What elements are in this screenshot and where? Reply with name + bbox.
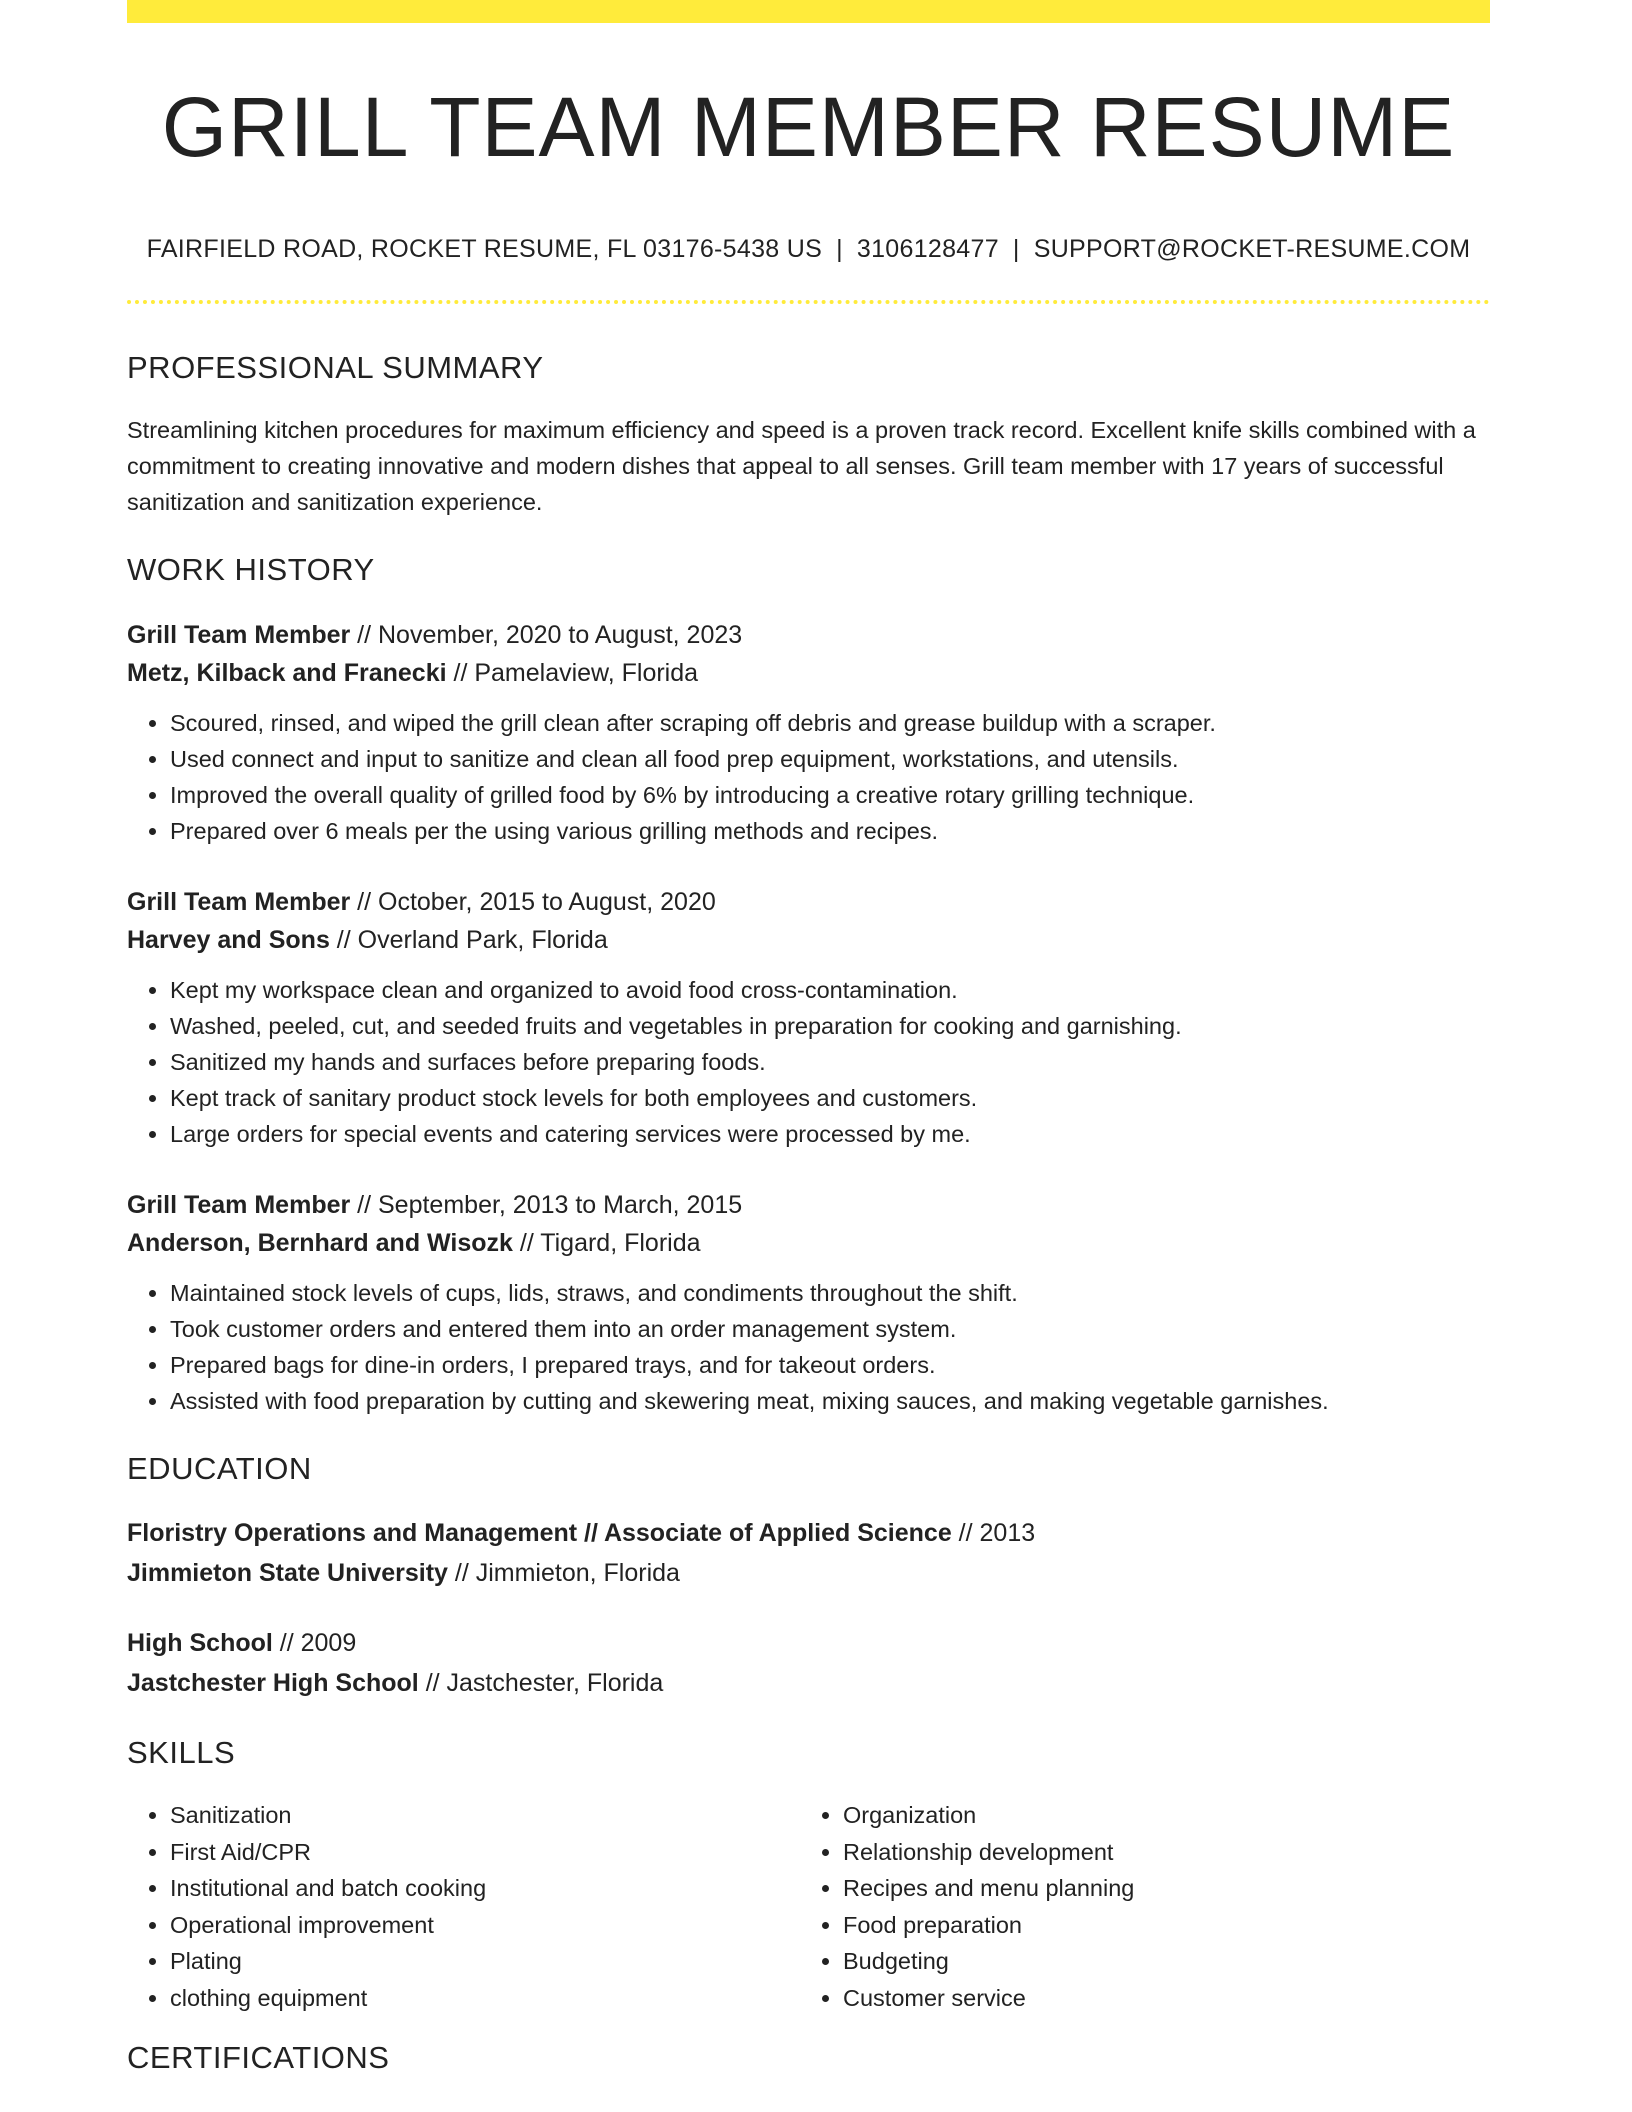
skills-heading: SKILLS [127, 1735, 236, 1771]
job-company-line [127, 1224, 1490, 1262]
education-entry [127, 1623, 1490, 1703]
contact-line [127, 235, 1490, 264]
job-company-line [127, 921, 1490, 959]
job-bullet: • Kept my workspace clean and organized to avoid food cross-contamination. [170, 972, 1490, 1008]
education-entry [127, 1513, 1490, 1593]
job-bullets [127, 972, 1490, 1152]
work-history-heading: WORK HISTORY [127, 552, 375, 588]
job-location: // Tigard, Florida [512, 1229, 701, 1258]
job-company: Metz, Kilback and Franecki [127, 659, 447, 688]
skill-item: • Recipes and menu planning [843, 1870, 1473, 1907]
job-bullet: • Prepared bags for dine-in orders, I prepared trays, and for takeout orders. [170, 1347, 1490, 1383]
skill-item: • clothing equipment [170, 1980, 800, 2017]
job-bullet: • Maintained stock levels of cups, lids, straws, and condiments throughout the shift. [170, 1275, 1490, 1311]
education-heading: EDUCATION [127, 1451, 312, 1487]
education-school-line [127, 1663, 1490, 1703]
skills-list-right [800, 1797, 1473, 2016]
skills-list-left [127, 1797, 800, 2016]
summary-heading: PROFESSIONAL SUMMARY [127, 350, 544, 386]
job-bullet: • Scoured, rinsed, and wiped the grill clean after scraping off debris and grease buildup with a scraper. [170, 705, 1490, 741]
contact-separator: | [1012, 235, 1020, 264]
education-degree: Floristry Operations and Management // Associate of Applied Science [127, 1519, 952, 1548]
job-bullet: • Used connect and input to sanitize and clean all food prep equipment, workstations, and utensils. [170, 741, 1490, 777]
contact-separator: | [836, 235, 843, 264]
accent-top-bar [127, 0, 1490, 23]
education-school: Jastchester High School [127, 1669, 419, 1698]
job-company: Anderson, Bernhard and Wisozk [127, 1229, 513, 1258]
education-degree-line [127, 1623, 1490, 1663]
job-bullet: • Assisted with food preparation by cutting and skewering meat, mixing sauces, and making vegetable garnishes. [170, 1383, 1490, 1419]
contact-address: FAIRFIELD ROAD, ROCKET RESUME, FL 03176-5438 US [146, 235, 823, 264]
education-school-line [127, 1553, 1490, 1593]
certifications-heading: CERTIFICATIONS [127, 2040, 390, 2076]
job-title-line [127, 883, 1490, 921]
skill-item: • Budgeting [843, 1943, 1473, 1980]
job-bullet: • Took customer orders and entered them into an order management system. [170, 1311, 1490, 1347]
job-bullet: • Improved the overall quality of grilled food by 6% by introducing a creative rotary grilling technique. [170, 777, 1490, 813]
education-year: // 2013 [951, 1519, 1036, 1548]
job-bullet: • Kept track of sanitary product stock levels for both employees and customers. [170, 1080, 1490, 1116]
education-school: Jimmieton State University [127, 1559, 448, 1588]
job-company: Harvey and Sons [127, 926, 330, 955]
education-year: // 2009 [272, 1629, 357, 1658]
summary-text: Streamlining kitchen procedures for maximum efficiency and speed is a proven track record. Excellent knife skills combined with a commitment to creating innovative and modern dishes that appeal to all senses. Grill team member with 17 years of successful sanitization and sanitization experience. [127, 417, 1476, 516]
job-title: Grill Team Member [127, 1191, 351, 1220]
job-title-line [127, 1186, 1490, 1224]
job-entry [127, 616, 1490, 849]
skill-item: • Operational improvement [170, 1907, 800, 1944]
education-degree-line [127, 1513, 1490, 1553]
skills-columns [127, 1797, 1490, 2016]
skill-item: • Organization [843, 1797, 1473, 1834]
skill-item: • Institutional and batch cooking [170, 1870, 800, 1907]
job-dates: // November, 2020 to August, 2023 [350, 621, 743, 650]
job-entry [127, 883, 1490, 1152]
job-bullet: • Large orders for special events and catering services were processed by me. [170, 1116, 1490, 1152]
skill-item: • Plating [170, 1943, 800, 1980]
job-bullet: • Sanitized my hands and surfaces before preparing foods. [170, 1044, 1490, 1080]
job-title: Grill Team Member [127, 888, 351, 917]
skill-item: • First Aid/CPR [170, 1834, 800, 1871]
job-company-line [127, 654, 1490, 692]
job-bullets [127, 705, 1490, 849]
job-bullet: • Prepared over 6 meals per the using various grilling methods and recipes. [170, 813, 1490, 849]
resume-title: GRILL TEAM MEMBER RESUME [161, 80, 1456, 174]
job-entry [127, 1186, 1490, 1419]
skill-item: • Customer service [843, 1980, 1473, 2017]
job-title-line [127, 616, 1490, 654]
contact-email: SUPPORT@ROCKET-RESUME.COM [1033, 235, 1471, 264]
education-degree: High School [127, 1629, 273, 1658]
education-location: // Jastchester, Florida [418, 1669, 664, 1698]
job-location: // Pamelaview, Florida [446, 659, 699, 688]
job-bullets [127, 1275, 1490, 1419]
skill-item: • Sanitization [170, 1797, 800, 1834]
job-bullet: • Washed, peeled, cut, and seeded fruits and vegetables in preparation for cooking and garnishing. [170, 1008, 1490, 1044]
job-location: // Overland Park, Florida [329, 926, 608, 955]
job-dates: // October, 2015 to August, 2020 [350, 888, 716, 917]
education-location: // Jimmieton, Florida [447, 1559, 680, 1588]
job-title: Grill Team Member [127, 621, 351, 650]
skill-item: • Relationship development [843, 1834, 1473, 1871]
job-dates: // September, 2013 to March, 2015 [350, 1191, 743, 1220]
dotted-divider [127, 300, 1490, 304]
contact-phone: 3106128477 [856, 235, 999, 264]
skill-item: • Food preparation [843, 1907, 1473, 1944]
resume-page [127, 0, 1490, 2076]
